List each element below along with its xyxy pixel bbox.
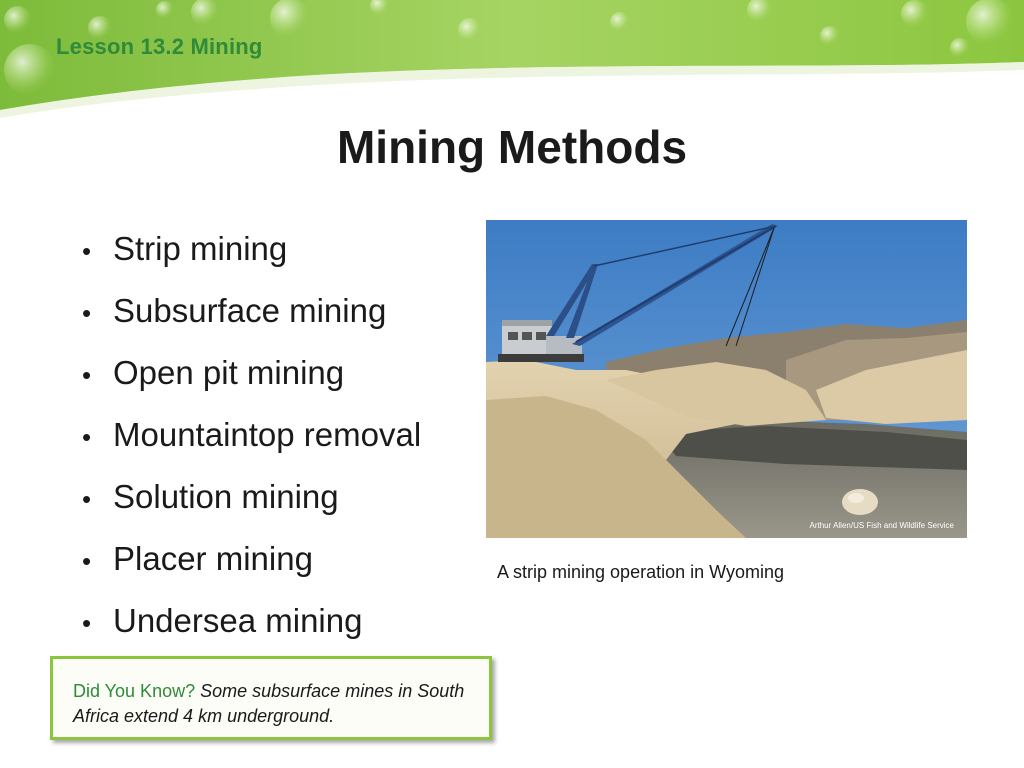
bullet-text: Placer mining <box>113 540 313 577</box>
bullet-text: Strip mining <box>113 230 288 267</box>
bullet-text: Undersea mining <box>113 602 363 639</box>
bullet-text: Solution mining <box>113 478 339 515</box>
bullet-item: • Mountaintop removal <box>82 416 422 453</box>
slide-title: Mining Methods <box>336 121 688 173</box>
did-you-know-fact: Some subsurface mines in South Africa extend 4 km underground. <box>73 681 465 726</box>
bullet-text: Mountaintop removal <box>113 416 422 453</box>
did-you-know-box <box>50 656 492 740</box>
bullet-text: Subsurface mining <box>113 292 387 329</box>
did-you-know-text <box>73 679 473 729</box>
bullet-text: Open pit mining <box>113 354 345 391</box>
lesson-label: Lesson 13.2 Mining <box>56 34 263 59</box>
photo-credit: Arthur Allen/US Fish and Wildlife Service <box>809 521 954 530</box>
bullet-item: • Undersea mining <box>82 602 363 639</box>
bullet-item: • Subsurface mining <box>82 292 387 329</box>
strip-mining-photo <box>486 220 967 538</box>
bullet-item: • Placer mining <box>82 540 313 577</box>
did-you-know-label: Did You Know? <box>73 681 196 701</box>
bullet-item: • Open pit mining <box>82 354 345 391</box>
bullet-item: • Solution mining <box>82 478 339 515</box>
bullet-item: • Strip mining <box>82 230 288 267</box>
photo-caption: A strip mining operation in Wyoming <box>497 562 784 582</box>
header-banner <box>0 0 1024 140</box>
bullet-list <box>82 228 421 662</box>
